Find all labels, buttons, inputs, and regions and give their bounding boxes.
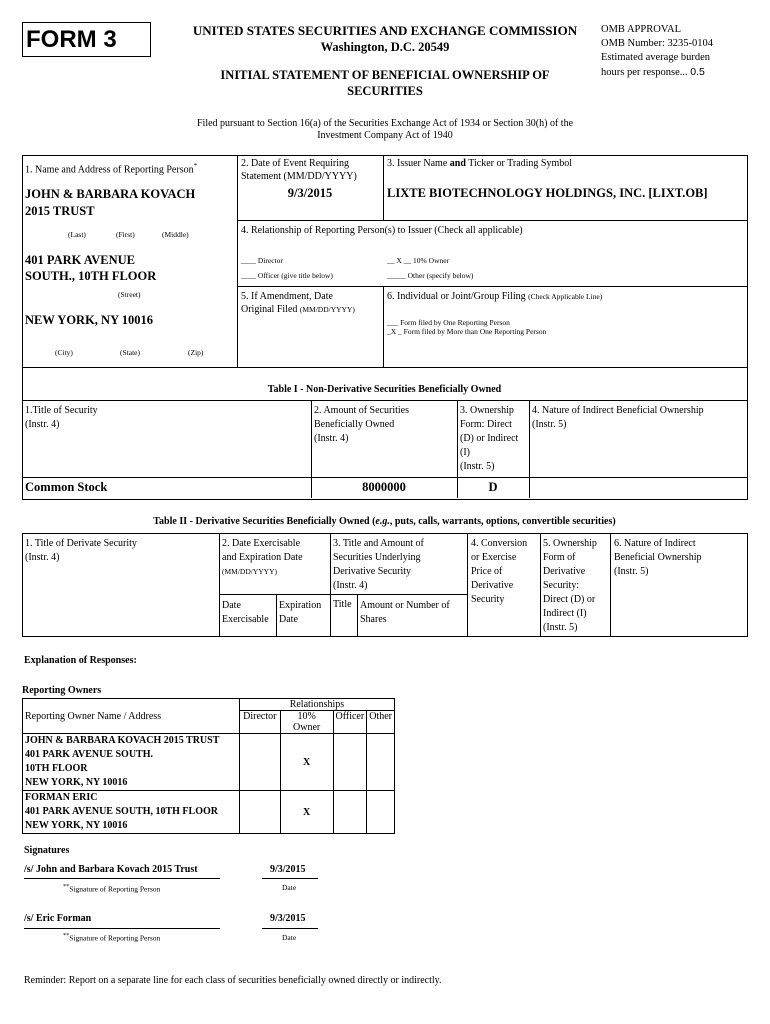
table2-col3-header	[333, 537, 424, 593]
middle-caption: (Middle)	[162, 230, 189, 239]
box1-label-text: 1. Name and Address of Reporting Person	[25, 164, 194, 176]
signatures-heading: Signatures	[24, 845, 70, 856]
owner-ten-pct-mark: X	[280, 791, 333, 834]
box5-label-line1: 5. If Amendment, Date	[241, 291, 333, 302]
table2-title-pre: Table II - Derivative Securities Beneficially Owned (	[153, 516, 376, 527]
date-caption: Date	[282, 933, 297, 942]
omb-box	[601, 23, 751, 80]
omb-approval: OMB APPROVAL	[601, 24, 682, 35]
first-caption: (First)	[116, 230, 135, 239]
table2-col3-l2: Securities Underlying	[333, 552, 421, 563]
filing-option-one-person: ___ Form filed by One Reporting Person	[387, 318, 510, 327]
table2-col5-l3: Derivative	[543, 566, 586, 577]
divider	[22, 367, 747, 368]
table1-col4-l1: 4. Nature of Indirect Beneficial Ownership	[532, 405, 704, 416]
form-label: FORM 3	[26, 26, 117, 53]
table1-col4-l2: (Instr. 5)	[532, 419, 567, 430]
table1-col3-l1: 3. Ownership	[460, 405, 514, 416]
table2-col2a-l1: Date	[222, 600, 241, 611]
table2-col4-l3: Price of	[471, 566, 503, 577]
omb-number: OMB Number: 3235-0104	[601, 38, 713, 49]
owner-other-cell	[367, 734, 395, 791]
divider	[22, 400, 747, 401]
box5-label-line2	[241, 304, 355, 315]
street-address-line2: SOUTH., 10TH FLOOR	[25, 269, 157, 283]
table1-col2-l1: 2. Amount of Securities	[314, 405, 409, 416]
reminder-text: Reminder: Report on a separate line for each class of securities beneficially owned directly or indirectly.	[24, 975, 442, 986]
box6-label-main: 6. Individual or Joint/Group Filing	[387, 291, 526, 302]
box3-label-and: and	[449, 158, 466, 169]
state-caption: (State)	[120, 348, 140, 357]
table2-col2b-l2: Date	[279, 614, 298, 625]
owner-line: FORMAN ERIC	[25, 792, 98, 803]
table2-title-eg: e.g.	[375, 516, 390, 527]
table1-col3-header	[460, 404, 518, 474]
relationship-other: _____ Other (specify below)	[387, 271, 474, 280]
burden-label: hours per response...	[601, 67, 688, 78]
agency-name: UNITED STATES SECURITIES AND EXCHANGE COMMISSION	[192, 23, 578, 38]
owners-col-director: Director	[239, 711, 280, 734]
signature-line	[24, 878, 220, 879]
street-address-line1: 401 PARK AVENUE	[25, 253, 135, 267]
table1-col3-l2: Form: Direct	[460, 419, 512, 430]
divider	[330, 533, 331, 636]
table2-col2b-l1: Expiration	[279, 600, 322, 611]
owner-director-cell	[239, 734, 280, 791]
table2-col2-l3: (MM/DD/YYYY)	[222, 567, 277, 576]
table2-col3b-l2: Shares	[360, 614, 387, 625]
owner-other-cell	[367, 791, 395, 834]
table2-col2-l1: 2. Date Exercisable	[222, 538, 301, 549]
table1-col3-l3: (D) or Indirect	[460, 433, 519, 444]
table1-col2-l3: (Instr. 4)	[314, 433, 349, 444]
owner-line: NEW YORK, NY 10016	[25, 820, 128, 831]
filing-option-more-than-one: _X _ Form filed by More than One Reporting Person	[387, 327, 547, 336]
relationship-director: ____ Director	[241, 256, 283, 265]
table2-col3b-header	[360, 599, 450, 627]
table2-col3-l4: (Instr. 4)	[333, 580, 368, 591]
filed-pursuant-line2: Investment Company Act of 1940	[317, 130, 453, 141]
box3-label	[387, 158, 572, 169]
signature-marker: **	[63, 883, 70, 890]
divider	[22, 477, 747, 478]
table2-col6-header	[614, 537, 701, 579]
table2-col3-l1: 3. Title and Amount of	[333, 538, 424, 549]
table1-col4-header	[532, 404, 704, 432]
relationship-officer: ____ Officer (give title below)	[241, 271, 333, 280]
table2-col5-header	[543, 537, 597, 635]
owner-address	[23, 791, 240, 834]
box2-label-line2: Statement (MM/DD/YYYY)	[241, 171, 357, 182]
owner-address	[23, 734, 240, 791]
table1-row-amount: 8000000	[362, 480, 406, 494]
table1-col1-l1: 1.Title of Security	[25, 405, 98, 416]
form-title-line1: INITIAL STATEMENT OF BENEFICIAL OWNERSHIP OF	[220, 68, 550, 82]
table2-col5-l6: Indirect (I)	[543, 608, 587, 619]
divider	[276, 594, 277, 636]
divider	[610, 533, 611, 636]
box2-label-line1: 2. Date of Event Requiring	[241, 158, 350, 169]
owners-col-other: Other	[367, 711, 395, 734]
zip-caption: (Zip)	[188, 348, 204, 357]
signature-name: /s/ John and Barbara Kovach 2015 Trust	[24, 864, 198, 875]
signature-date: 9/3/2015	[270, 864, 306, 875]
table2-col4-header	[471, 537, 527, 607]
table2-col3-l3: Derivative Security	[333, 566, 412, 577]
owners-col-officer: Officer	[333, 711, 367, 734]
table2-col2b-header	[279, 599, 321, 627]
table2-col3b-l1: Amount or Number of	[360, 600, 450, 611]
box5-label-small: (MM/DD/YYYY)	[299, 305, 355, 314]
city-caption: (City)	[55, 348, 73, 357]
owners-col-ten-pct: 10% Owner	[280, 711, 333, 734]
burden-value: 0.5	[690, 66, 705, 78]
owner-ten-pct-mark: X	[280, 734, 333, 791]
divider	[529, 400, 530, 498]
agency-location: Washington, D.C. 20549	[320, 40, 450, 54]
street-caption: (Street)	[118, 290, 141, 299]
table2-title-post: , puts, calls, warrants, options, convertible securities)	[389, 516, 616, 527]
city-state-zip: NEW YORK, NY 10016	[25, 313, 154, 327]
box1-asterisk: *	[193, 162, 198, 170]
owner-line: 10TH FLOOR	[25, 763, 88, 774]
filed-pursuant-line1: Filed pursuant to Section 16(a) of the Securities Exchange Act of 1934 or Section 30(h) of the	[196, 118, 574, 129]
divider	[237, 220, 747, 221]
table2-col4-l1: 4. Conversion	[471, 538, 528, 549]
box3-label-post: Ticker or Trading Symbol	[468, 158, 573, 169]
owner-officer-cell	[333, 734, 367, 791]
burden-line1: Estimated average burden	[601, 52, 711, 63]
table2-col2-l2: and Expiration Date	[222, 552, 303, 563]
table1-title: Table I - Non-Derivative Securities Beneficially Owned	[267, 384, 502, 395]
table-row	[23, 734, 395, 791]
table2-col2-header	[222, 537, 303, 579]
table2-col6-l2: Beneficial Ownership	[614, 552, 702, 563]
form-title-line2: SECURITIES	[347, 84, 423, 98]
signature-caption-text: Signature of Reporting Person	[69, 884, 161, 894]
signature-marker: **	[63, 932, 70, 939]
table2-col5-l4: Security:	[543, 580, 580, 591]
table2-col1-header	[25, 537, 137, 565]
table2-col6-l1: 6. Nature of Indirect	[614, 538, 696, 549]
table2-col6-l3: (Instr. 5)	[614, 566, 649, 577]
table1-col2-l2: Beneficially Owned	[314, 419, 395, 430]
burden-line2	[601, 65, 751, 80]
signature-caption-text: Signature of Reporting Person	[69, 933, 161, 943]
explanation-heading: Explanation of Responses:	[24, 655, 137, 666]
box4-label: 4. Relationship of Reporting Person(s) to Issuer (Check all applicable)	[241, 225, 523, 236]
date-line	[262, 928, 318, 929]
reporting-owners-table	[22, 698, 395, 834]
box1-label	[25, 162, 197, 175]
date-line	[262, 878, 318, 879]
table2-col3a-header: Title	[333, 599, 352, 610]
owner-line: 401 PARK AVENUE SOUTH.	[25, 749, 153, 760]
table2-col5-l1: 5. Ownership	[543, 538, 597, 549]
table2-col1-l2: (Instr. 4)	[25, 552, 60, 563]
table1-col2-header	[314, 404, 409, 446]
form-label-box	[22, 22, 151, 57]
box5-label-main: Original Filed	[241, 304, 298, 315]
box6-label	[387, 291, 602, 302]
date-caption: Date	[282, 883, 297, 892]
signature-caption	[63, 932, 160, 943]
divider	[237, 286, 747, 287]
table2-col5-l7: (Instr. 5)	[543, 622, 578, 633]
signature-line	[24, 928, 220, 929]
relationship-ten-percent-owner: __ X __ 10% Owner	[387, 256, 450, 265]
table2-title	[22, 516, 747, 527]
divider	[219, 533, 220, 636]
owners-header-row	[23, 699, 395, 711]
signature-caption	[63, 883, 160, 894]
table2-col2a-l2: Exercisable	[222, 614, 269, 625]
table2-col5-l2: Form of	[543, 552, 576, 563]
owner-officer-cell	[333, 791, 367, 834]
table2-col5-l5: Direct (D) or	[543, 594, 596, 605]
table2-col2a-header	[222, 599, 269, 627]
divider	[467, 533, 468, 636]
table1-col3-l4: (I)	[460, 447, 470, 458]
table2-col4-l2: or Exercise	[471, 552, 517, 563]
reporting-person-name-line1: JOHN & BARBARA KOVACH	[25, 187, 196, 201]
table1-col3-l5: (Instr. 5)	[460, 461, 495, 472]
owner-director-cell	[239, 791, 280, 834]
table2-col1-l1: 1. Title of Derivate Security	[25, 538, 137, 549]
divider	[357, 594, 358, 636]
table1-row-security: Common Stock	[25, 480, 108, 494]
owner-line: JOHN & BARBARA KOVACH 2015 TRUST	[25, 735, 220, 746]
owner-line: NEW YORK, NY 10016	[25, 777, 128, 788]
divider	[540, 533, 541, 636]
event-date: 9/3/2015	[287, 186, 333, 200]
owner-line: 401 PARK AVENUE SOUTH, 10TH FLOOR	[25, 806, 218, 817]
signature-name: /s/ Eric Forman	[24, 913, 92, 924]
box3-label-pre: 3. Issuer Name	[387, 158, 448, 169]
divider	[383, 155, 384, 220]
table2-col4-l4: Derivative	[471, 580, 514, 591]
divider	[383, 286, 384, 367]
table2-col4-l5: Security	[471, 594, 505, 605]
reporting-person-name-line2: 2015 TRUST	[25, 204, 95, 218]
last-caption: (Last)	[68, 230, 86, 239]
table1-row-ownership-form: D	[488, 480, 498, 494]
issuer-name: LIXTE BIOTECHNOLOGY HOLDINGS, INC. [LIXT.OB]	[387, 186, 708, 200]
divider	[219, 594, 467, 595]
owners-col-relationships: Relationships	[239, 699, 394, 711]
signature-date: 9/3/2015	[270, 913, 306, 924]
reporting-owners-heading: Reporting Owners	[22, 685, 102, 696]
table-row	[23, 791, 395, 834]
table1-col1-header	[25, 404, 98, 432]
table1-col1-l2: (Instr. 4)	[25, 419, 60, 430]
box6-label-small: (Check Applicable Line)	[528, 292, 603, 301]
owners-col-name: Reporting Owner Name / Address	[23, 699, 240, 734]
